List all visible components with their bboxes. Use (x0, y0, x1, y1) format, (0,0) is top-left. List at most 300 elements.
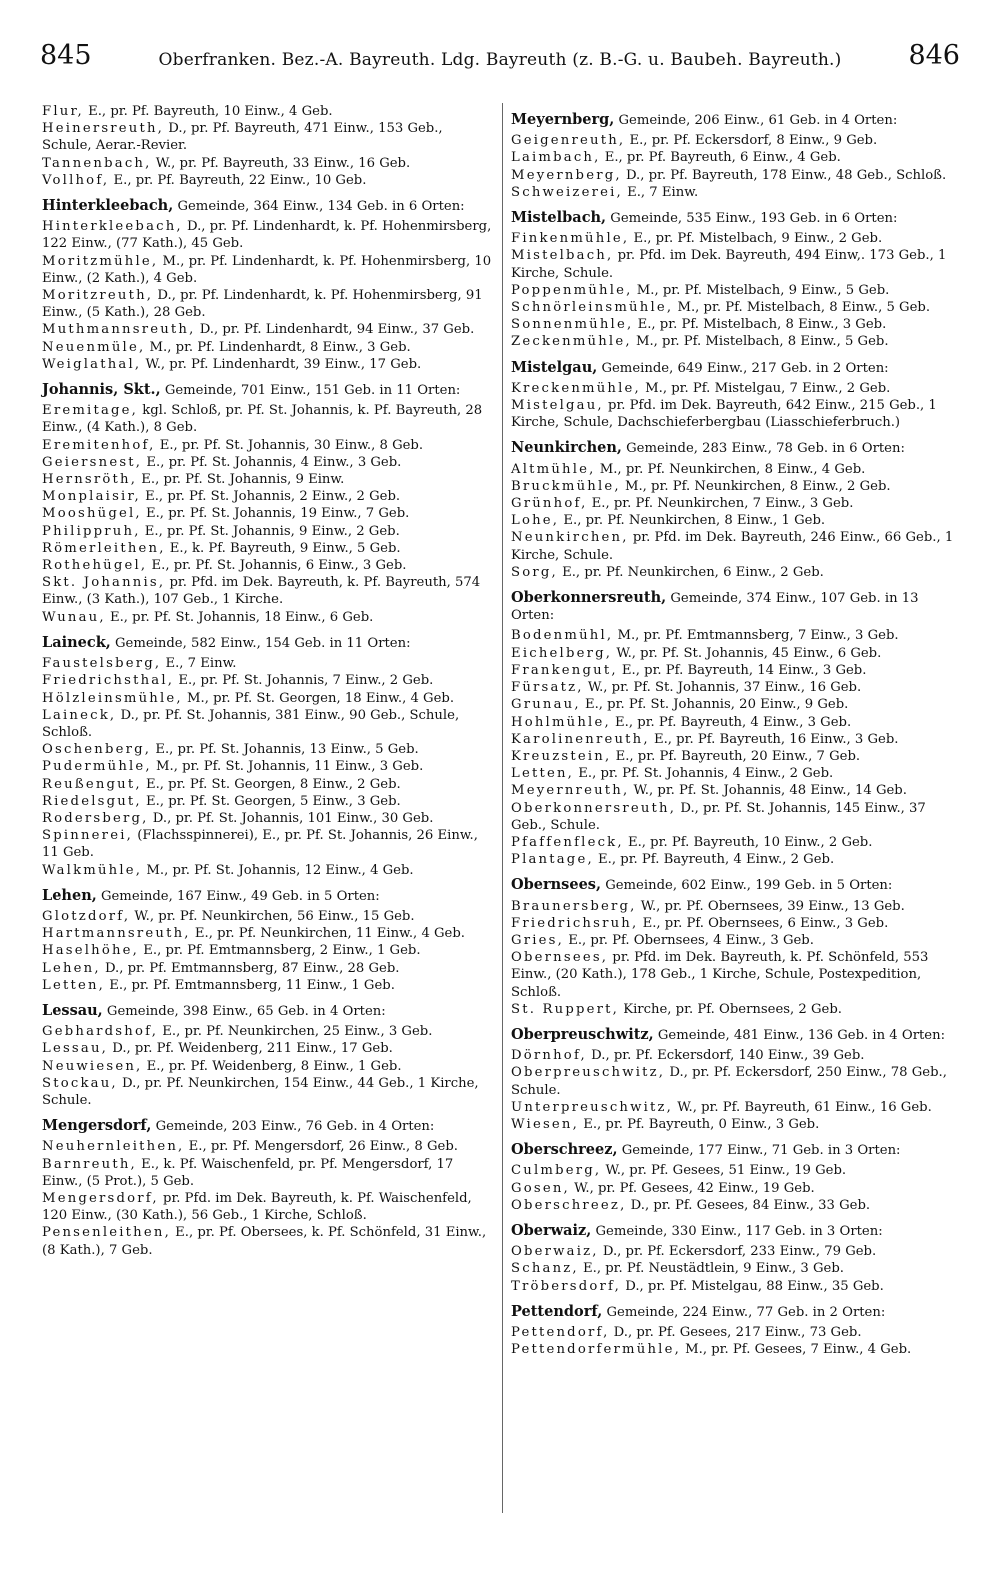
place-name: Bodenmühl, (511, 628, 614, 644)
place-name: Rodersberg, (42, 810, 149, 826)
place-name: Geigenreuth, (511, 133, 626, 149)
entry-details: E., pr. Pf. St. Johannis, 30 Einw., 8 Geb. (155, 437, 424, 453)
place-name: Bruckmühle, (511, 478, 621, 494)
place-name: Glotzdorf, (42, 908, 131, 924)
entry-details: E., pr. Pf. Obersees, k. Pf. Schönfeld, 31 Einw., (8 Kath.), 7 Geb. (42, 1225, 487, 1258)
place-name: Karolinenreuth, (511, 731, 650, 747)
commune-name: Mistelbach, (511, 209, 607, 227)
place-entry (511, 397, 963, 431)
place-entry (511, 714, 963, 731)
place-name: Grünhof, (511, 496, 588, 512)
place-name: Laimbach, (511, 150, 601, 166)
place-name: Neuwiesen, (42, 1058, 143, 1074)
commune-name: Meyernberg, (511, 111, 615, 128)
commune-entry (42, 1002, 494, 1020)
entry-details: pr. Pfd. im Dek. Bayreuth, 494 Einw,. 173 Geb., 1 Kirche, Schule. (511, 248, 947, 281)
entry-details: Gemeinde, 203 Einw., 76 Geb. in 4 Orten: (151, 1119, 435, 1135)
entry-details: D., pr. Pf. St. Johannis, 381 Einw., 90 Geb., Schule, Schloß. (42, 707, 460, 740)
left-page-number: 845 (40, 40, 92, 71)
place-entry (511, 333, 963, 350)
commune-name: Pettendorf, (511, 1302, 603, 1320)
entry-details: Gemeinde, 283 Einw., 78 Geb. in 6 Orten: (621, 441, 905, 457)
entry-details: Gemeinde, 224 Einw., 77 Geb. in 2 Orten: (602, 1304, 886, 1320)
commune-entry (511, 589, 963, 624)
place-entry (42, 402, 494, 436)
place-entry (42, 339, 494, 356)
place-entry (42, 758, 494, 775)
commune-entry (511, 1026, 963, 1044)
place-entry (511, 495, 963, 512)
place-name: Stockau, (42, 1075, 118, 1091)
place-entry (511, 1341, 963, 1358)
place-name: Schanz, (511, 1261, 579, 1277)
place-entry (511, 184, 963, 201)
place-entry (511, 645, 963, 662)
place-entry (511, 1278, 963, 1295)
entry-details: D., pr. Pf. St. Johannis, 145 Einw., 37 Geb., Schule. (511, 800, 926, 833)
entry-details: E., pr. Pf. Mengersdorf, 26 Einw., 8 Geb. (184, 1139, 458, 1155)
place-entry (42, 1224, 494, 1258)
place-entry (511, 731, 963, 748)
entry-details: Gemeinde, 701 Einw., 151 Geb. in 11 Orten: (160, 383, 461, 399)
entry-details: Gemeinde, 206 Einw., 61 Geb. in 4 Orten: (614, 113, 898, 128)
entry-details: E., pr. Pf. St. Johannis, 18 Einw., 6 Geb. (105, 609, 374, 625)
entry-details: E., pr. Pf. Bayreuth, 0 Einw., 3 Geb. (579, 1116, 820, 1132)
page-header (40, 38, 960, 86)
place-entry (511, 299, 963, 316)
place-name: Pettendorfermühle, (511, 1342, 681, 1358)
entry-details: E., pr. Pf. St. Georgen, 5 Einw., 3 Geb. (141, 793, 401, 809)
commune-name: Oberwaiz, (511, 1221, 592, 1239)
entry-details: E., pr. Pf. Eckersdorf, 8 Einw., 9 Geb. (625, 133, 878, 149)
entry-details: M., pr. Pf. Lindenhardt, k. Pf. Hohenmirsberg, 10 Einw., (2 Kath.), 4 Geb. (42, 253, 492, 286)
commune-entry (511, 876, 963, 894)
place-name: Mistelgau, (511, 398, 604, 414)
place-entry (42, 540, 494, 557)
commune-entry (511, 359, 963, 377)
commune-name: Neunkirchen, (511, 439, 622, 457)
place-name: Kreckenmühle, (511, 380, 641, 396)
commune-entry (511, 111, 963, 129)
entry-details: E., pr. Pf. St. Johannis, 19 Einw., 7 Geb. (141, 506, 410, 522)
place-entry (42, 925, 494, 942)
place-entry (511, 380, 963, 397)
place-entry (42, 356, 494, 373)
entry-details: M., pr. Pf. Mistelgau, 7 Einw., 2 Geb. (640, 380, 891, 396)
place-entry (42, 776, 494, 793)
place-name: Barnreuth, (42, 1156, 137, 1172)
place-name: St. Ruppert, (511, 1001, 620, 1017)
entry-details: E., pr. Pf. Weidenberg, 8 Einw., 1 Geb. (142, 1058, 402, 1074)
entry-details: M., pr. Pf. Neunkirchen, 8 Einw., 2 Geb. (620, 478, 891, 494)
place-entry (42, 155, 494, 172)
place-entry (511, 1180, 963, 1197)
place-entry (511, 851, 963, 868)
place-entry (42, 672, 494, 689)
entry-details: E., pr. Pf. Mistelbach, 9 Einw., 2 Geb. (629, 231, 883, 247)
place-entry (511, 149, 963, 166)
place-entry (42, 321, 494, 338)
entry-details: W., pr. Pf. St. Johannis, 48 Einw., 14 Geb. (629, 783, 907, 799)
place-entry (511, 1197, 963, 1214)
place-name: Culmberg, (511, 1163, 602, 1179)
commune-name: Johannis, Skt., (42, 381, 161, 399)
place-entry (511, 1064, 963, 1098)
entry-details: D., pr. Pf. Emtmannsberg, 87 Einw., 28 Geb. (100, 960, 400, 976)
commune-entry (511, 209, 963, 227)
place-name: Pudermühle, (42, 759, 152, 775)
place-entry (42, 488, 494, 505)
entry-details: E., pr. Pf. St. Johannis, 9 Einw. (137, 472, 345, 488)
place-entry (42, 862, 494, 879)
place-entry (42, 574, 494, 608)
entry-details: pr. Pfd. im Dek. Bayreuth, k. Pf. Waischenfeld, 120 Einw., (30 Kath.), 56 Geb., 1 Kirche, Schloß. (42, 1190, 472, 1224)
place-name: Gosen, (511, 1180, 570, 1196)
place-entry (42, 741, 494, 758)
entry-details: E., pr. Pf. St. Johannis, 9 Einw., 2 Geb. (140, 523, 400, 539)
place-entry (511, 512, 963, 529)
place-name: Schnörleinsmühle, (511, 300, 674, 316)
entry-details: E., pr. Pf. St. Johannis, 20 Einw., 9 Geb. (580, 697, 849, 713)
entry-details: Gemeinde, 582 Einw., 154 Geb. in 11 Orten: (110, 635, 411, 651)
place-name: Wiesen, (511, 1116, 580, 1132)
entry-details: E., pr. Pf. Neunkirchen, 11 Einw., 4 Geb. (190, 926, 465, 942)
entry-details: E., pr. Pf. Obernsees, 6 Einw., 3 Geb. (638, 915, 889, 931)
place-entry (511, 1162, 963, 1179)
place-name: Mooshügel, (42, 506, 142, 522)
entry-details: D., pr. Pf. Lindenhardt, 94 Einw., 37 Geb. (195, 322, 475, 338)
commune-name: Obernsees, (511, 876, 602, 894)
right-column (511, 103, 963, 1358)
entry-details: W., pr. Pf. Bayreuth, 61 Einw., 16 Geb. (673, 1099, 932, 1115)
entry-details: E., pr. Pf. Bayreuth, 16 Einw., 3 Geb. (649, 731, 899, 747)
entry-details: E., pr. Pf. Bayreuth, 6 Einw., 4 Geb. (600, 150, 841, 166)
place-name: Tannenbach, (42, 155, 152, 171)
place-entry (511, 696, 963, 713)
entry-details: W., pr. Pf. Neunkirchen, 56 Einw., 15 Geb. (130, 908, 415, 924)
entry-details: E., pr. Pf. Mistelbach, 8 Einw., 3 Geb. (633, 317, 887, 333)
place-name: Pettendorf, (511, 1325, 610, 1340)
place-entry (511, 834, 963, 851)
place-entry (511, 529, 963, 563)
place-entry (511, 316, 963, 333)
place-entry (42, 1075, 494, 1109)
place-entry (42, 1023, 494, 1040)
place-entry (511, 765, 963, 782)
commune-entry (511, 1222, 963, 1240)
entry-details: D., pr. Pf. Bayreuth, 471 Einw., 153 Geb., Schule, Aerar.-Revier. (42, 121, 443, 154)
place-entry (511, 132, 963, 149)
place-name: Hartmannsreuth, (42, 926, 191, 942)
place-entry (511, 949, 963, 1001)
place-entry (511, 782, 963, 799)
entry-details: E., pr. Pf. Bayreuth, 4 Einw., 2 Geb. (593, 852, 835, 868)
entry-details: D., pr. Pf. Weidenberg, 211 Einw., 17 Geb. (108, 1041, 393, 1057)
entry-details: W., pr. Pf. St. Johannis, 45 Einw., 6 Geb. (612, 645, 882, 661)
entry-details: W., pr. Pf. St. Johannis, 37 Einw., 16 Geb. (583, 680, 862, 696)
place-name: Gries, (511, 932, 565, 948)
commune-entry (511, 439, 963, 457)
place-name: Flur, (42, 104, 84, 119)
place-entry (42, 707, 494, 741)
entry-details: M., pr. Pf. Neunkirchen, 8 Einw., 4 Geb. (595, 461, 866, 477)
entry-details: E., pr. Pf. Neunkirchen, 7 Einw., 3 Geb. (587, 496, 854, 512)
place-name: Lehen, (42, 960, 101, 976)
commune-name: Laineck, (42, 633, 111, 651)
place-name: Spinnerei, (42, 828, 134, 844)
place-name: Riedelsgut, (42, 793, 142, 809)
entry-details: Gemeinde, 374 Einw., 107 Geb. in 13 Orten: (511, 591, 919, 624)
place-entry (42, 960, 494, 977)
place-name: Hohlmühle, (511, 714, 611, 730)
place-name: Neunkirchen, (511, 530, 629, 546)
place-entry (511, 282, 963, 299)
place-entry (511, 679, 963, 696)
entry-details: E., pr. Pf. St. Johannis, 7 Einw., 2 Geb. (174, 673, 434, 689)
running-title: Oberfranken. Bez.-A. Bayreuth. Ldg. Bayreuth (z. B.-G. u. Baubeh. Bayreuth.) (158, 50, 842, 70)
place-entry (42, 103, 494, 120)
place-name: Braunersberg, (511, 898, 637, 914)
place-name: Letten, (511, 766, 575, 782)
place-name: Oberschreez, (511, 1197, 627, 1213)
entry-details: E., pr. Pf. Bayreuth, 22 Einw., 10 Geb. (109, 172, 367, 188)
place-entry (511, 932, 963, 949)
entry-details: Gemeinde, 398 Einw., 65 Geb. in 4 Orten: (102, 1003, 386, 1019)
entry-details: E., pr. Pf. Obernsees, 4 Einw., 3 Geb. (564, 932, 814, 948)
entry-details: Gemeinde, 481 Einw., 136 Geb. in 4 Orten: (653, 1027, 946, 1043)
entry-details: E., pr. Pf. St. Johannis, 13 Einw., 5 Geb. (151, 742, 419, 758)
entry-details: pr. Pfd. im Dek. Bayreuth, k. Pf. Schönfeld, 553 Einw., (20 Kath.), 178 Geb., 1 Kirche, Schule, Postexpedition, Schloß. (511, 950, 929, 1000)
place-name: Meyernberg, (511, 167, 622, 183)
place-entry (42, 172, 494, 189)
commune-name: Mistelgau, (511, 358, 598, 376)
commune-name: Lehen, (42, 886, 97, 904)
place-entry (42, 827, 494, 861)
place-entry (511, 748, 963, 765)
entry-details: Gemeinde, 649 Einw., 217 Geb. in 2 Orten: (597, 360, 889, 376)
place-name: Zeckenmühle, (511, 334, 632, 350)
place-entry (42, 1058, 494, 1075)
entry-details: M., pr. Pf. Lindenhardt, 8 Einw., 3 Geb. (145, 339, 411, 355)
entry-details: D., pr. Pf. Gesees, 84 Einw., 33 Geb. (626, 1197, 871, 1213)
place-entry (42, 1190, 494, 1224)
place-name: Mistelbach, (511, 248, 614, 264)
commune-entry (42, 381, 494, 399)
right-page-number: 846 (908, 40, 960, 71)
entry-details: M., pr. Pf. Gesees, 7 Einw., 4 Geb. (680, 1342, 912, 1358)
place-name: Eremitenhof, (42, 437, 156, 453)
entry-details: Gemeinde, 177 Einw., 71 Geb. in 3 Orten: (617, 1143, 901, 1159)
place-name: Reußengut, (42, 776, 142, 792)
place-entry (511, 662, 963, 679)
place-entry (511, 898, 963, 915)
place-entry (511, 564, 963, 581)
place-entry (42, 977, 494, 994)
commune-name: Oberkonnersreuth, (511, 589, 667, 607)
place-entry (511, 167, 963, 184)
place-name: Meyernreuth, (511, 783, 630, 799)
entry-details: E., pr. Pf. Emtmannsberg, 11 Einw., 1 Geb. (105, 977, 395, 993)
place-entry (42, 437, 494, 454)
place-entry (42, 908, 494, 925)
place-name: Hölzleinsmühle, (42, 690, 183, 706)
entry-details: Gemeinde, 535 Einw., 193 Geb. in 6 Orten: (606, 211, 898, 227)
entry-details: E., pr. Pf. St. Johannis, 6 Einw., 3 Geb. (147, 558, 407, 574)
place-name: Schweizerei, (511, 184, 623, 200)
entry-details: M., pr. Pf. Mistelbach, 8 Einw., 5 Geb. (631, 334, 889, 350)
entry-details: M., pr. Pf. St. Georgen, 18 Einw., 4 Geb. (182, 690, 455, 706)
place-name: Walkmühle, (42, 862, 143, 878)
place-entry (511, 1047, 963, 1064)
place-entry (511, 1001, 963, 1018)
place-entry (42, 609, 494, 626)
place-entry (42, 218, 494, 252)
place-name: Friedrichsthal, (42, 673, 175, 689)
entry-details: E., pr. Pf. Neunkirchen, 8 Einw., 1 Geb. (559, 513, 826, 529)
entry-details: D., pr. Pf. Eckersdorf, 250 Einw., 78 Geb., Schule. (511, 1065, 947, 1098)
entry-details: W., pr. Pf. Bayreuth, 33 Einw., 16 Geb. (151, 155, 411, 171)
place-entry (511, 230, 963, 247)
left-column (42, 103, 494, 1259)
place-name: Sorg, (511, 564, 558, 580)
entry-details: Gemeinde, 602 Einw., 199 Geb. in 5 Orten: (601, 878, 893, 894)
entry-details: E., pr. Pf. St. Georgen, 8 Einw., 2 Geb. (141, 776, 401, 792)
entry-details: D., pr. Pf. Lindenhardt, k. Pf. Hohenmirsberg, 122 Einw., (77 Kath.), 45 Geb. (42, 219, 492, 252)
place-entry (511, 1099, 963, 1116)
entry-details: E., pr. Pf. Bayreuth, 4 Einw., 3 Geb. (610, 714, 852, 730)
place-name: Neuenmüle, (42, 339, 146, 355)
place-entry (42, 942, 494, 959)
place-name: Geiersnest, (42, 454, 143, 470)
place-name: Gebhardshof, (42, 1024, 159, 1040)
place-name: Heinersreuth, (42, 121, 165, 137)
entry-details: D., pr. Pf. Gesees, 217 Einw., 73 Geb. (609, 1325, 862, 1340)
entry-details: E., pr. Pf. Neunkirchen, 25 Einw., 3 Geb. (158, 1024, 433, 1040)
entry-details: E., pr. Pf. St. Johannis, 4 Einw., 3 Geb. (142, 454, 402, 470)
place-name: Rothehügel, (42, 558, 148, 574)
entry-details: D., pr. Pf. Mistelgau, 88 Einw., 35 Geb. (621, 1278, 884, 1294)
place-entry (511, 1116, 963, 1133)
place-entry (42, 287, 494, 321)
commune-name: Mengersdorf, (42, 1117, 152, 1135)
place-name: Frankengut, (511, 662, 618, 678)
place-entry (42, 793, 494, 810)
entry-details: Kirche, pr. Pf. Obernsees, 2 Geb. (619, 1001, 842, 1017)
place-entry (511, 800, 963, 834)
place-entry (42, 1156, 494, 1190)
place-name: Dörnhof, (511, 1048, 587, 1064)
entry-details: M., pr. Pf. St. Johannis, 11 Einw., 3 Geb. (151, 759, 424, 775)
place-entry (511, 1260, 963, 1277)
commune-name: Lessau, (42, 1001, 103, 1019)
place-entry (42, 1040, 494, 1057)
entry-details: E., pr. Pf. Bayreuth, 14 Einw., 3 Geb. (617, 662, 867, 678)
place-entry (511, 1243, 963, 1260)
place-name: Mengersdorf, (42, 1190, 159, 1206)
entry-details: D., pr. Pf. Lindenhardt, k. Pf. Hohenmirsberg, 91 Einw., (5 Kath.), 28 Geb. (42, 288, 483, 321)
entry-details: E., 7 Einw. (161, 656, 237, 672)
entry-details: (Flachsspinnerei), E., pr. Pf. St. Johannis, 26 Einw., 11 Geb. (42, 828, 478, 861)
place-name: Haselhöhe, (42, 943, 140, 959)
place-name: Lohe, (511, 513, 560, 529)
place-name: Pensenleithen, (42, 1225, 171, 1241)
entry-details: W., pr. Pf. Lindenhardt, 39 Einw., 17 Geb. (141, 356, 422, 372)
place-name: Poppenmühle, (511, 282, 633, 298)
commune-name: Oberpreuschwitz, (511, 1025, 654, 1043)
place-entry (42, 454, 494, 471)
place-entry (42, 253, 494, 287)
place-name: Finkenmühle, (511, 231, 630, 247)
place-entry (42, 810, 494, 827)
place-name: Eichelberg, (511, 645, 613, 661)
entry-details: W., pr. Pf. Gesees, 42 Einw., 19 Geb. (569, 1180, 815, 1196)
place-name: Tröbersdorf, (511, 1278, 622, 1294)
place-entry (42, 523, 494, 540)
entry-details: E., pr. Pf. Emtmannsberg, 2 Einw., 1 Geb. (139, 943, 421, 959)
entry-details: W., pr. Pf. Obernsees, 39 Einw., 13 Geb. (636, 898, 905, 914)
place-name: Fürsatz, (511, 680, 584, 696)
place-name: Laineck, (42, 707, 117, 723)
place-name: Neuhernleithen, (42, 1139, 185, 1155)
place-entry (511, 461, 963, 478)
place-name: Muthmannsreuth, (42, 322, 196, 338)
place-name: Hinterkleebach, (42, 219, 183, 235)
place-name: Oberpreuschwitz, (511, 1065, 666, 1081)
entry-details: M., pr. Pf. Mistelbach, 8 Einw., 5 Geb. (673, 300, 931, 316)
place-name: Philippruh, (42, 523, 141, 539)
place-name: Kreuzstein, (511, 748, 612, 764)
entry-details: E., pr. Pf. St. Johannis, 2 Einw., 2 Geb. (140, 489, 401, 505)
entry-details: Gemeinde, 364 Einw., 134 Geb. in 6 Orten: (173, 199, 465, 215)
entry-details: E., pr. Pf. Bayreuth, 10 Einw., 4 Geb. (83, 104, 333, 119)
place-entry (511, 1324, 963, 1341)
entry-details: W., pr. Pf. Gesees, 51 Einw., 19 Geb. (601, 1163, 847, 1179)
place-name: Sonnenmühle, (511, 317, 634, 333)
place-name: Wunau, (42, 609, 106, 625)
place-name: Römerleithen, (42, 540, 166, 556)
place-entry (511, 478, 963, 495)
entry-details: pr. Pfd. im Dek. Bayreuth, 642 Einw., 215 Geb., 1 Kirche, Schule, Dachschieferbergbau (Liasschieferbruch.) (511, 398, 937, 431)
place-name: Unterpreuschwitz, (511, 1099, 674, 1115)
place-entry (511, 627, 963, 644)
entry-details: E., pr. Pf. Neustädtlein, 9 Einw., 3 Geb. (578, 1261, 844, 1277)
column-divider (502, 103, 503, 1513)
place-name: Oschenberg, (42, 742, 152, 758)
place-name: Skt. Johannis, (42, 575, 166, 591)
place-name: Friedrichsruh, (511, 915, 639, 931)
place-name: Pfaffenfleck, (511, 834, 624, 850)
commune-name: Oberschreez, (511, 1141, 618, 1159)
entry-details: D., pr. Pf. St. Johannis, 101 Einw., 30 Geb. (148, 810, 434, 826)
commune-entry (511, 1141, 963, 1159)
entry-details: M., pr. Pf. St. Johannis, 12 Einw., 4 Geb. (142, 862, 414, 878)
entry-details: E., pr. Pf. St. Johannis, 4 Einw., 2 Geb. (574, 766, 834, 782)
place-name: Eremitage, (42, 403, 139, 419)
commune-entry (42, 634, 494, 652)
place-entry (42, 655, 494, 672)
place-name: Letten, (42, 977, 106, 993)
entry-details: D., pr. Pf. Bayreuth, 178 Einw., 48 Geb., Schloß. (621, 167, 947, 183)
entry-details: E., k. Pf. Bayreuth, 9 Einw., 5 Geb. (165, 540, 401, 556)
entry-details: D., pr. Pf. Neunkirchen, 154 Einw., 44 Geb., 1 Kirche, Schule. (42, 1075, 479, 1108)
commune-entry (42, 1117, 494, 1135)
entry-details: E., pr. Pf. Neunkirchen, 6 Einw., 2 Geb. (557, 564, 824, 580)
place-name: Obernsees, (511, 950, 609, 966)
entry-details: pr. Pfd. im Dek. Bayreuth, k. Pf. Bayreuth, 574 Einw., (3 Kath.), 107 Geb., 1 Kirche. (42, 575, 481, 608)
commune-name: Hinterkleebach, (42, 197, 174, 215)
place-name: Grunau, (511, 697, 581, 713)
entry-details: M., pr. Pf. Emtmannsberg, 7 Einw., 3 Geb. (613, 628, 899, 644)
